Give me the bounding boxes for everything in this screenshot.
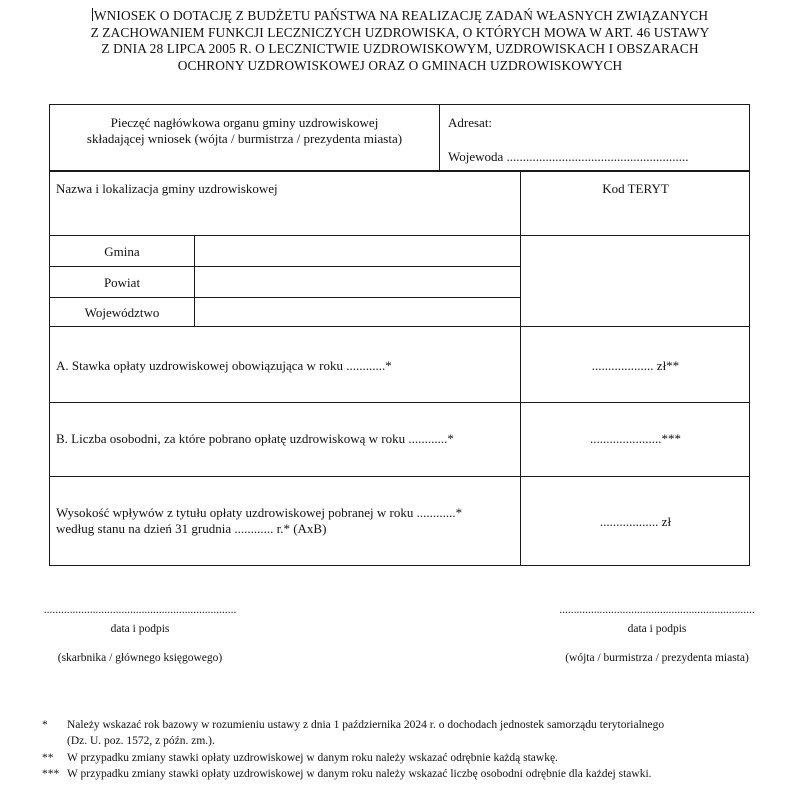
row-a-label: A. Stawka opłaty uzdrowiskowej obowiązująca w roku ............* [56,358,392,373]
row-c-label-line-2: według stanu na dzień 31 grudnia ............ r.* (AxB) [56,521,327,536]
document-title [20,8,780,74]
footnote-2-text: W przypadku zmiany stawki opłaty uzdrowiskowej w danym roku należy wskazać odrębnie każdą stawkę. [67,752,558,764]
footnote-2-mark: ** [42,752,54,764]
row-b-top-line [49,402,750,403]
stamp-label-line-2: składającej wniosek (wójta / burmistrza / prezydenta miasta) [86,131,403,146]
footnote-3-mark: *** [42,768,60,780]
header-divider [439,104,440,170]
powiat-label: Powiat [103,275,141,290]
title-line-1: WNIOSEK O DOTACJĘ Z BUDŻETU PAŃSTWA NA REALIZACJĘ ZADAŃ WŁASNYCH ZWIĄZANYCH [93,8,709,23]
table-border-top [49,104,750,105]
right-signature-role: (wójta / burmistrza / prezydenta miasta) [565,652,749,664]
stamp-label-line-1: Pieczęć nagłówkowa organu gminy uzdrowiskowej [110,115,379,130]
table-border-bottom [49,565,750,566]
location-label-divider [194,235,195,327]
left-signature-label: data i podpis [110,623,170,635]
municipality-label: Nazwa i lokalizacja gminy uzdrowiskowej [56,181,278,196]
adresat-label: Adresat: [448,115,493,130]
teryt-header: Kod TERYT [602,181,669,196]
left-signature-dots[interactable]: ................................................................... [43,604,237,616]
row-c-value[interactable]: .................. zł [599,514,672,529]
row-c-top-line [49,476,750,477]
table-border-right [749,104,750,566]
row-a-value[interactable]: ................... zł** [591,358,680,373]
footnote-1-text-cont: (Dz. U. poz. 1572, z późn. zm.). [67,735,215,747]
row-c-label-line-1: Wysokość wpływów z tytułu opłaty uzdrowiskowej pobranej w roku ............* [56,505,463,520]
location-line-1 [49,235,520,236]
title-line-4: OCHRONY UZDROWISKOWEJ ORAZ O GMINACH UZDROWISKOWYCH [177,57,623,73]
header-bottom-line [49,170,750,172]
row-b-label: B. Liczba osobodni, za które pobrano opłatę uzdrowiskową w roku ............* [56,431,454,446]
wojewodztwo-label: Województwo [84,305,160,320]
right-signature-label: data i podpis [627,623,687,635]
wojewoda-field[interactable]: Wojewoda ........................................................ [448,149,689,164]
left-signature-role: (skarbnika / głównego księgowego) [57,652,223,664]
row-a-top-line [49,326,750,327]
footnote-3-text: W przypadku zmiany stawki opłaty uzdrowiskowej w danym roku należy wskazać liczbę osobodni odrębnie dla każdej stawki. [67,768,652,780]
title-line-2: Z ZACHOWANIEM FUNKCJI LECZNICZYCH UZDROWISKA, O KTÓRYCH MOWA W ART. 46 USTAWY [90,24,710,40]
right-signature-dots[interactable]: .................................................................... [559,604,755,616]
gmina-label: Gmina [104,244,140,259]
location-line-3 [49,297,520,298]
footnote-1-text: Należy wskazać rok bazowy w rozumieniu ustawy z dnia 1 października 2024 r. o dochodach jednostek samorządu terytorialnego [67,719,665,731]
teryt-header-line [520,235,750,236]
title-line-3: Z DNIA 28 LIPCA 2005 R. O LECZNICTWIE UZDROWISKOWYM, UZDROWISKACH I OBSZARACH [101,41,699,56]
location-line-2 [49,266,520,267]
text-cursor [92,8,93,21]
table-border-left [49,104,50,566]
footnote-1-mark: * [42,719,48,731]
row-b-value[interactable]: ......................*** [590,431,681,446]
